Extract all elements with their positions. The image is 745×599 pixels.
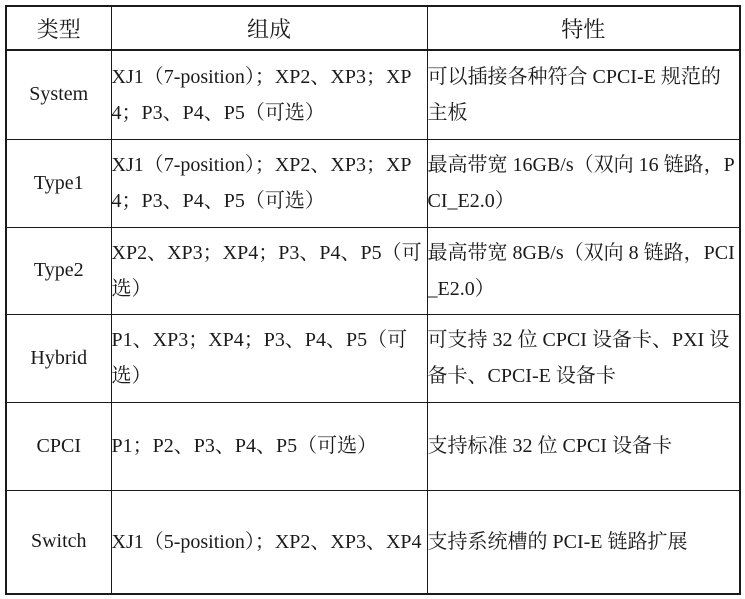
row-composition: XJ1（7-position）；XP2、XP3；XP4；P3、P4、P5（可选） bbox=[111, 50, 427, 139]
table-header-row bbox=[6, 6, 740, 50]
row-type: Switch bbox=[6, 490, 111, 594]
row-type: Type1 bbox=[6, 139, 111, 227]
row-feature: 支持系统槽的 PCI-E 链路扩展 bbox=[427, 490, 740, 594]
row-composition: XP2、XP3；XP4；P3、P4、P5（可选） bbox=[111, 227, 427, 314]
row-composition: XJ1（5-position）；XP2、XP3、XP4 bbox=[111, 490, 427, 594]
table-row bbox=[6, 402, 740, 490]
row-composition: P1；P2、P3、P4、P5（可选） bbox=[111, 402, 427, 490]
row-feature: 可以插接各种符合 CPCI-E 规范的主板 bbox=[427, 50, 740, 139]
table-row bbox=[6, 139, 740, 227]
row-feature: 可支持 32 位 CPCI 设备卡、PXI 设备卡、CPCI-E 设备卡 bbox=[427, 314, 740, 402]
backplane-spec-table bbox=[5, 5, 741, 595]
row-type: Hybrid bbox=[6, 314, 111, 402]
table-row bbox=[6, 490, 740, 594]
table-row bbox=[6, 227, 740, 314]
row-composition: P1、XP3；XP4；P3、P4、P5（可选） bbox=[111, 314, 427, 402]
header-composition: 组成 bbox=[111, 6, 427, 50]
table-row bbox=[6, 50, 740, 139]
row-feature: 最高带宽 16GB/s（双向 16 链路，PCI_E2.0） bbox=[427, 139, 740, 227]
row-type: Type2 bbox=[6, 227, 111, 314]
row-feature: 最高带宽 8GB/s（双向 8 链路，PCI_E2.0） bbox=[427, 227, 740, 314]
row-type: System bbox=[6, 50, 111, 139]
row-composition: XJ1（7-position）；XP2、XP3；XP4；P3、P4、P5（可选） bbox=[111, 139, 427, 227]
header-feature: 特性 bbox=[427, 6, 740, 50]
row-type: CPCI bbox=[6, 402, 111, 490]
table-row bbox=[6, 314, 740, 402]
header-type: 类型 bbox=[6, 6, 111, 50]
row-feature: 支持标准 32 位 CPCI 设备卡 bbox=[427, 402, 740, 490]
